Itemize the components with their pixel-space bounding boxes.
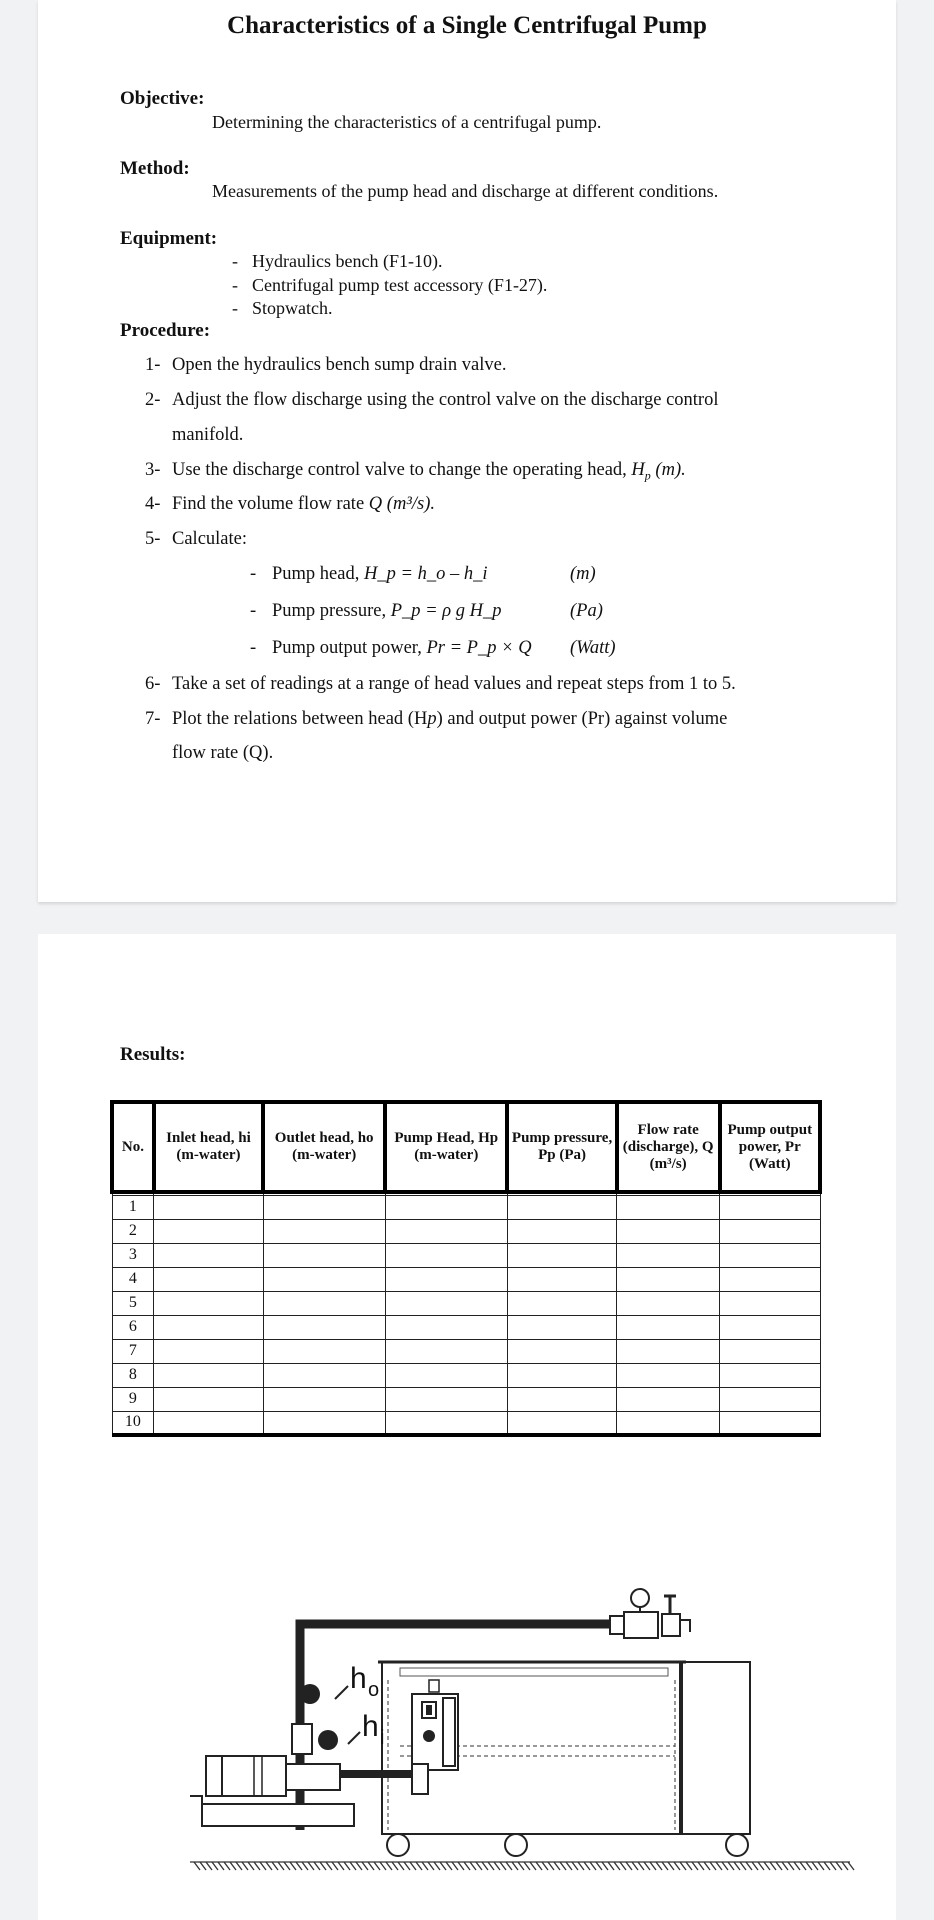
table-header-row bbox=[112, 1102, 820, 1192]
row-number: 3 bbox=[112, 1243, 154, 1267]
table-cell bbox=[263, 1387, 385, 1411]
outlet-pressure-gauge bbox=[300, 1684, 320, 1704]
equipment-item: - Centrifugal pump test accessory (F1-27). bbox=[232, 275, 548, 295]
table-row bbox=[112, 1363, 820, 1387]
procedure-step: 2- Adjust the flow discharge using the control valve on the discharge control bbox=[145, 390, 719, 410]
table-cell bbox=[263, 1411, 385, 1435]
pump-base bbox=[202, 1804, 354, 1826]
table-cell bbox=[263, 1339, 385, 1363]
table-cell bbox=[385, 1291, 507, 1315]
objective-text: Determining the characteristics of a centrifugal pump. bbox=[212, 112, 602, 132]
table-cell bbox=[617, 1243, 720, 1267]
column-header-output-power: Pump output power, Pr (Watt) bbox=[720, 1102, 820, 1192]
table-cell bbox=[385, 1363, 507, 1387]
tank-wheel bbox=[726, 1834, 748, 1856]
table-row bbox=[112, 1291, 820, 1315]
row-number: 10 bbox=[112, 1411, 154, 1435]
table-cell bbox=[154, 1387, 263, 1411]
table-cell bbox=[385, 1219, 507, 1243]
calculation-formula: Pr = P_p × Q bbox=[426, 638, 532, 658]
table-cell bbox=[720, 1315, 820, 1339]
table-cell bbox=[617, 1387, 720, 1411]
calculation-line: - Pump head, H_p = h_o – h_i (m) bbox=[250, 564, 596, 584]
table-cell bbox=[617, 1411, 720, 1435]
ground-hatch bbox=[190, 1862, 854, 1870]
procedure-step: 7- Plot the relations between head (Hp) and output power (Pr) against volume bbox=[145, 709, 728, 729]
table-cell bbox=[385, 1315, 507, 1339]
table-cell bbox=[263, 1315, 385, 1339]
table-cell bbox=[507, 1387, 616, 1411]
table-cell bbox=[507, 1195, 616, 1219]
document-page-1 bbox=[38, 0, 896, 902]
row-number: 2 bbox=[112, 1219, 154, 1243]
equipment-item: - Stopwatch. bbox=[232, 298, 333, 318]
table-cell bbox=[507, 1363, 616, 1387]
svg-text:o: o bbox=[368, 1679, 380, 1701]
procedure-step: 6- Take a set of readings at a range of head values and repeat steps from 1 to 5. bbox=[145, 674, 736, 694]
table-cell bbox=[507, 1315, 616, 1339]
table-cell bbox=[154, 1219, 263, 1243]
table-cell bbox=[385, 1267, 507, 1291]
procedure-step: 1- Open the hydraulics bench sump drain valve. bbox=[145, 355, 507, 375]
row-number: 1 bbox=[112, 1195, 154, 1219]
column-header-outlet-head: Outlet head, ho (m-water) bbox=[263, 1102, 385, 1192]
table-cell bbox=[385, 1339, 507, 1363]
column-header-no: No. bbox=[112, 1102, 154, 1192]
table-cell bbox=[720, 1243, 820, 1267]
table-row bbox=[112, 1387, 820, 1411]
table-cell bbox=[507, 1339, 616, 1363]
inlet-head-label: h bbox=[362, 1710, 379, 1743]
table-cell bbox=[720, 1219, 820, 1243]
column-header-inlet-head: Inlet head, hi (m-water) bbox=[154, 1102, 263, 1192]
table-cell bbox=[154, 1339, 263, 1363]
table-cell bbox=[617, 1315, 720, 1339]
table-row bbox=[112, 1339, 820, 1363]
table-cell bbox=[385, 1411, 507, 1435]
equipment-item: - Hydraulics bench (F1-10). bbox=[232, 251, 443, 271]
table-cell bbox=[263, 1219, 385, 1243]
table-cell bbox=[720, 1411, 820, 1435]
procedure-step: 5- Calculate: bbox=[145, 529, 247, 549]
tank-wheel bbox=[387, 1834, 409, 1856]
table-cell bbox=[263, 1195, 385, 1219]
procedure-step-continuation: flow rate (Q). bbox=[172, 743, 274, 763]
table-cell bbox=[263, 1243, 385, 1267]
row-number: 8 bbox=[112, 1363, 154, 1387]
procedure-step: 3- Use the discharge control valve to change the operating head, $H_p$ (m). bbox=[145, 460, 686, 483]
table-row bbox=[112, 1315, 820, 1339]
table-cell bbox=[617, 1339, 720, 1363]
equipment-heading: Equipment: bbox=[120, 228, 218, 249]
row-number: 9 bbox=[112, 1387, 154, 1411]
table-cell bbox=[385, 1387, 507, 1411]
results-heading: Results: bbox=[120, 1044, 186, 1065]
table-cell bbox=[720, 1267, 820, 1291]
table-row bbox=[112, 1267, 820, 1291]
table-cell bbox=[720, 1363, 820, 1387]
table-cell bbox=[617, 1291, 720, 1315]
results-table bbox=[110, 1100, 822, 1437]
centrifugal-pump bbox=[292, 1724, 312, 1754]
calculation-formula: P_p = ρ g H_p bbox=[390, 601, 502, 621]
table-cell bbox=[507, 1291, 616, 1315]
table-cell bbox=[617, 1219, 720, 1243]
objective-heading: Objective: bbox=[120, 88, 205, 109]
table-cell bbox=[154, 1267, 263, 1291]
svg-text:i: i bbox=[380, 1727, 385, 1749]
table-cell bbox=[617, 1267, 720, 1291]
table-cell bbox=[154, 1291, 263, 1315]
row-number: 5 bbox=[112, 1291, 154, 1315]
document-title: Characteristics of a Single Centrifugal Pump bbox=[227, 12, 707, 39]
table-cell bbox=[385, 1243, 507, 1267]
table-cell bbox=[720, 1195, 820, 1219]
table-cell bbox=[720, 1339, 820, 1363]
procedure-heading: Procedure: bbox=[120, 320, 211, 341]
table-cell bbox=[154, 1195, 263, 1219]
table-cell bbox=[507, 1243, 616, 1267]
table-cell bbox=[154, 1315, 263, 1339]
table-cell bbox=[154, 1411, 263, 1435]
table-cell bbox=[263, 1291, 385, 1315]
table-cell bbox=[385, 1195, 507, 1219]
inlet-pressure-gauge bbox=[318, 1730, 338, 1750]
procedure-step: 4- Find the volume flow rate Q (m³/s). bbox=[145, 494, 435, 514]
column-header-pump-pressure: Pump pressure, Pp (Pa) bbox=[507, 1102, 616, 1192]
table-cell bbox=[507, 1411, 616, 1435]
table-cell bbox=[720, 1387, 820, 1411]
column-header-pump-head: Pump Head, Hp (m-water) bbox=[385, 1102, 507, 1192]
tank-wheel bbox=[505, 1834, 527, 1856]
method-heading: Method: bbox=[120, 158, 190, 179]
row-number: 7 bbox=[112, 1339, 154, 1363]
table-cell bbox=[507, 1267, 616, 1291]
table-cell bbox=[154, 1363, 263, 1387]
table-cell bbox=[263, 1267, 385, 1291]
table-row bbox=[112, 1411, 820, 1435]
row-number: 6 bbox=[112, 1315, 154, 1339]
flow-control-valve bbox=[624, 1612, 658, 1638]
table-row bbox=[112, 1195, 820, 1219]
pressure-gauge bbox=[631, 1589, 649, 1607]
table-row bbox=[112, 1219, 820, 1243]
row-number: 4 bbox=[112, 1267, 154, 1291]
table-cell bbox=[263, 1363, 385, 1387]
table-row bbox=[112, 1243, 820, 1267]
calculation-formula: H_p = h_o – h_i bbox=[363, 564, 488, 584]
table-cell bbox=[617, 1363, 720, 1387]
outlet-head-label: h bbox=[350, 1662, 367, 1695]
table-cell bbox=[154, 1243, 263, 1267]
method-text: Measurements of the pump head and discharge at different conditions. bbox=[212, 181, 719, 201]
calculation-line: - Pump pressure, P_p = ρ g H_p (Pa) bbox=[250, 601, 603, 621]
calculation-line: - Pump output power, Pr = P_p × Q (Watt) bbox=[250, 638, 616, 658]
column-header-flow-rate: Flow rate (discharge), Q (m³/s) bbox=[617, 1102, 720, 1192]
table-cell bbox=[617, 1195, 720, 1219]
procedure-step-continuation: manifold. bbox=[172, 425, 244, 445]
table-cell bbox=[720, 1291, 820, 1315]
table-cell bbox=[507, 1219, 616, 1243]
document-page-2 bbox=[38, 934, 896, 1920]
pump-test-apparatus-diagram bbox=[150, 1584, 870, 1920]
